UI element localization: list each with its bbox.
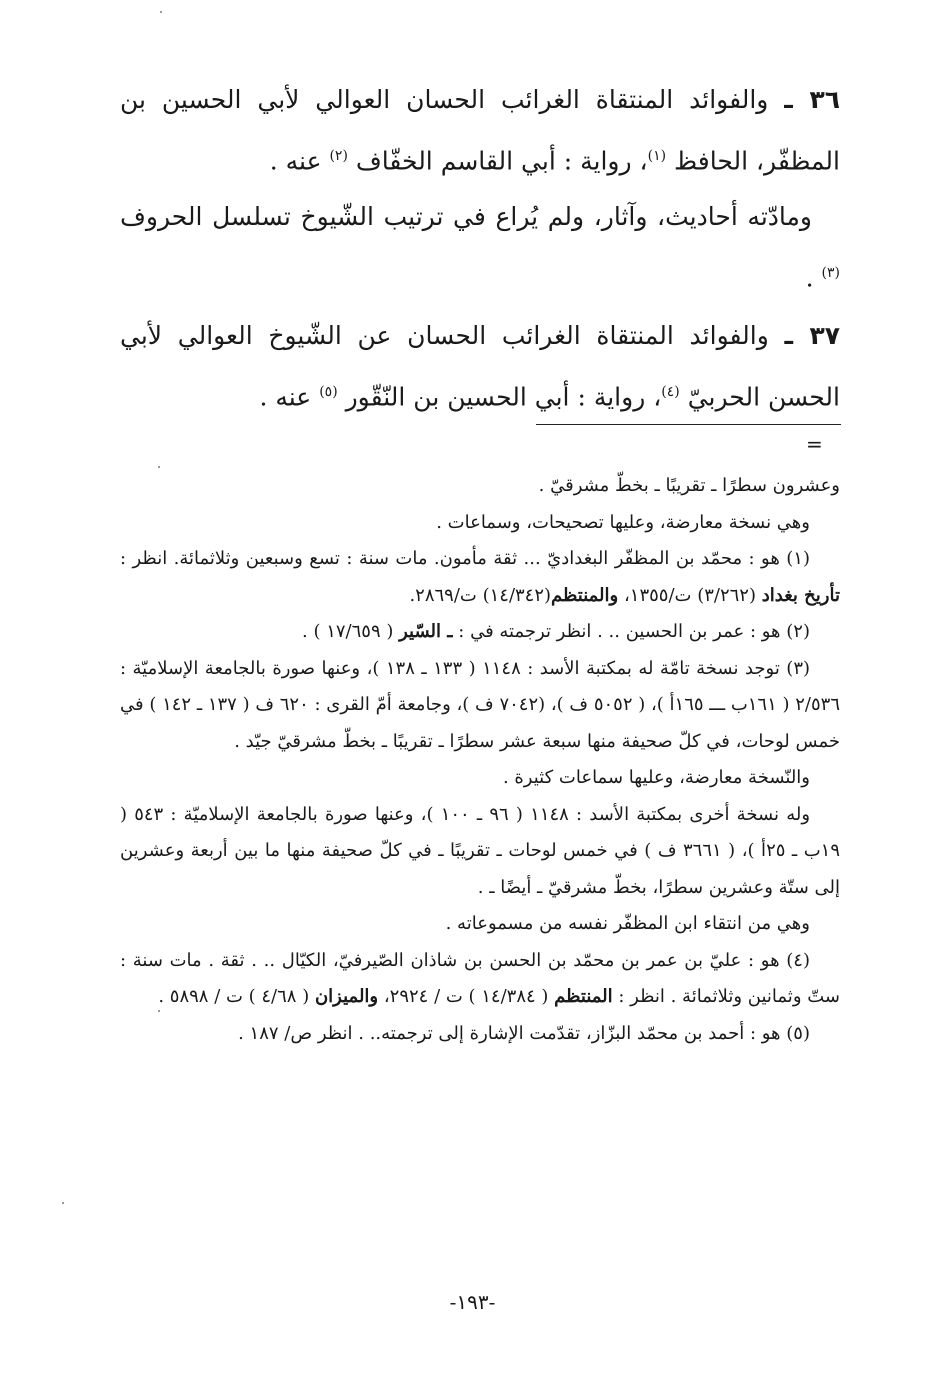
scan-speck [62,1202,64,1204]
entry-36-paragraph [120,72,840,189]
footnote-ref-2: (٢) [329,148,348,164]
footnote-1-ref-1: (٣/٢٦٢) ت/١٣٥٥، [623,584,757,606]
footnote-2 [120,614,840,651]
footnote-4-text: (٤) هو : عليّ بن عمر بن محمّد بن الحسن بن شاذان الصّيرفيّ، الكيّال .. . ثقة . مات سنة : ستّ وثمانين وثلاثمائة . انظر : [120,949,840,1007]
entry-37 [120,308,840,425]
continuation-mark: = [806,432,823,456]
footnote-4-ref-2: ( ٤/٦٨ ) ت / ٥٨٩٨ . [158,986,310,1007]
entry-36-description [120,189,840,306]
footnote-ref-1: (١) [647,148,667,164]
entry-36-description-text: ومادّته أحاديث، وآثار، ولم يُراع في ترتيب الشّيوخ تسلسل الحروف [120,202,812,232]
footnote-4-source-2: والميزان [314,986,379,1007]
footnote-ref-4: (٤) [661,384,680,400]
entry-37-title: والفوائد المنتقاة الغرائب الحسان عن الشّيوخ العوالي لأبي الحسن الحربيّ [120,321,840,412]
entry-36-end: عنه . [269,146,322,176]
entry-37-narration: ، رواية : أبي الحسين بن النّقّور [345,382,662,412]
entry-36 [120,72,840,307]
footnote-3: (٣) توجد نسخة تامّة له بمكتبة الأسد : ١١٤٨ ( ١٣٣ ـ ١٣٨ )، وعنها صورة بالجامعة الإسلاميّة : ٢/٥٣٦ ( ١٦١ب ـــ ١٦٥أ )، ( ٥٠٥٢ ف )، (٧٠٤٢ ف )، وجامعة أمّ القرى : ٦٢٠ ف ( ١٣٧ ـ ١٤٢ ) في خمس لوحات، في كلّ صحيفة منها سبعة عشر سطرًا ـ تقريبًا ـ بخطّ مشرقيّ جيّد . [120,657,841,752]
entry-37-number: ٣٧ ـ [784,321,841,350]
entry-36-title: والفوائد المنتقاة الغرائب الحسان العوالي لأبي الحسين بن المظفّر، الحافظ [120,85,840,176]
footnote-4-source-1: المنتظم [554,986,613,1007]
footnote-1-source-2: والمنتظم [551,584,619,606]
footnote-3-selection: وهي من انتقاء ابن المظفّر نفسه من مسموعاته . [445,913,810,934]
footnote-5: (٥) هو : أحمد بن محمّد البزّاز، تقدّمت الإشارة إلى ترجمته.. . انظر ص/ ١٨٧ . [238,1022,810,1044]
footnotes [120,468,840,1052]
footnote-1 [120,541,840,614]
entry-36-description-end: . [805,263,814,293]
footnote-2-text: (٢) هو : عمر بن الحسين .. . انظر ترجمته في : [458,621,810,642]
footnote-1-text: (١) هو : محمّد بن المظفّر البغداديّ ... ثقة مأمون. مات سنة : تسع وسبعين وثلاثمائة. انظر : [120,548,810,569]
footnote-1-ref-2: (١٤/٣٤٢) ت/٢٨٦٩. [409,584,552,606]
scan-speck [160,11,162,13]
footnote-ref-3: (٣) [821,265,840,282]
footnote-3-other-copy: وله نسخة أخرى بمكتبة الأسد : ١١٤٨ ( ٩٦ ـ ١٠٠ )، وعنها صورة بالجامعة الإسلاميّة : ٥٤٣ ( ١٩ب ـ ٢٥أ )، ( ٣٦٦١ ف ) في خمس لوحات ـ تقريبًا ـ في كلّ صحيفة منها ما بين أربعة وعشرين إلى ستّة وعشرين سطرًا، بخطّ مشرقيّ ـ أيضًا ـ . [120,803,840,898]
footnote-4-ref-1: ( ١٤/٣٨٤ ) ت / ٢٩٢٤، [383,986,549,1007]
entry-36-number: ٣٦ ـ [784,85,841,114]
footnote-2-ref: ( ١٧/٦٥٩ ) . [302,621,394,642]
footnote-ref-5: (٥) [319,384,338,400]
footnote-divider [536,424,841,425]
footnote-2-source: ـ السّير [399,621,453,642]
page-number: -١٩٣- [449,1290,496,1314]
footnote-continuation-1: وعشرون سطرًا ـ تقريبًا ـ بخطّ مشرقيّ . [538,475,840,496]
footnote-continuation-2: وهي نسخة معارضة، وعليها تصحيحات، وسماعات . [436,511,810,533]
footnote-4 [120,943,840,1016]
footnote-3-note: والنّسخة معارضة، وعليها سماعات كثيرة . [502,767,810,788]
footnote-1-source-1: تأريخ بغداد [761,584,840,606]
entry-37-end: عنه . [259,382,312,412]
entry-36-narration: ، رواية : أبي القاسم الخفّاف [355,146,648,176]
